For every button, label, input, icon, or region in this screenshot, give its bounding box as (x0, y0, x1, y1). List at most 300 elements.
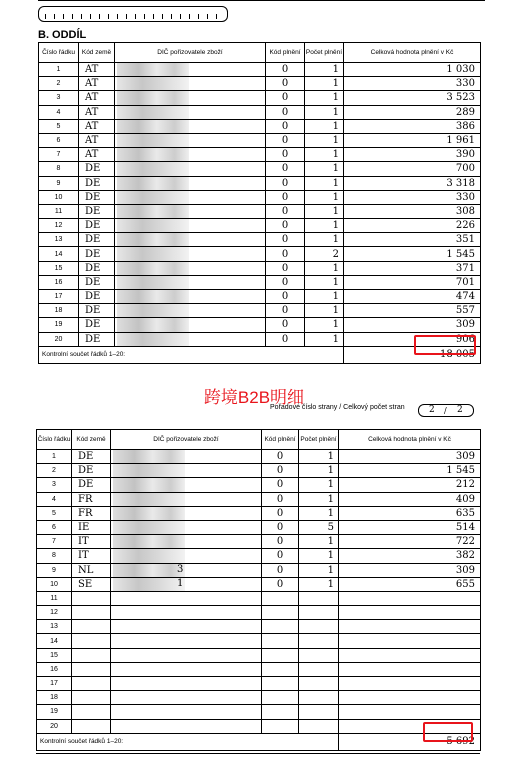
redacted-vat (117, 219, 189, 232)
header-count: Počet plnění (305, 43, 344, 63)
row-number: 19 (39, 318, 79, 332)
table-row (37, 535, 481, 549)
total-highlight-box-2 (423, 722, 473, 742)
redacted-vat (113, 507, 185, 520)
table-section-b (38, 42, 481, 364)
row-number: 8 (37, 549, 72, 563)
vat-id (115, 318, 266, 332)
country-code (72, 691, 111, 705)
transaction-code: 0 (266, 63, 305, 77)
total-value (339, 620, 481, 634)
total-value: 289 (344, 105, 481, 119)
redacted-vat (117, 276, 189, 289)
page-info-label: Pořadové číslo strany / Celkový počet stran (270, 404, 405, 411)
country-code: DE (72, 478, 111, 492)
vat-id (115, 261, 266, 275)
total-value: 655 (339, 577, 481, 591)
row-number: 16 (39, 275, 79, 289)
table-row (37, 520, 481, 534)
section-title: B. ODDÍL (38, 29, 87, 41)
redacted-vat (117, 247, 189, 260)
control-sum-label: Kontrolní součet řádků 1–20: (39, 346, 344, 363)
transaction-count: 1 (305, 105, 344, 119)
transaction-code: 0 (266, 290, 305, 304)
row-number: 20 (39, 332, 79, 346)
total-value (339, 634, 481, 648)
table-row (37, 648, 481, 662)
row-number: 1 (37, 450, 72, 464)
vat-id (111, 577, 262, 591)
vat-id (115, 247, 266, 261)
vat-id (111, 549, 262, 563)
transaction-count: 1 (299, 492, 339, 506)
transaction-count: 1 (305, 176, 344, 190)
transaction-code: 0 (266, 148, 305, 162)
redacted-vat (117, 120, 189, 133)
transaction-code: 0 (262, 478, 299, 492)
page-number-field (418, 404, 474, 417)
table-row (37, 662, 481, 676)
redacted-vat (117, 205, 189, 218)
transaction-count: 1 (305, 119, 344, 133)
transaction-code: 0 (266, 304, 305, 318)
country-code: NL (72, 563, 111, 577)
transaction-code: 0 (262, 577, 299, 591)
vat-id (115, 105, 266, 119)
table-row (39, 204, 481, 218)
redacted-vat (117, 106, 189, 119)
transaction-code: 0 (266, 219, 305, 233)
transaction-count: 1 (299, 506, 339, 520)
country-code: FR (72, 492, 111, 506)
total-value: 330 (344, 77, 481, 91)
transaction-count (299, 705, 339, 719)
vat-id (111, 492, 262, 506)
table-row (37, 478, 481, 492)
total-value: 635 (339, 506, 481, 520)
redacted-vat (113, 535, 185, 548)
header-row-no: Číslo řádku (39, 43, 79, 63)
country-code: DE (79, 332, 115, 346)
row-number: 11 (39, 204, 79, 218)
row-number: 1 (39, 63, 79, 77)
header-value: Celková hodnota plnění v Kč (344, 43, 481, 63)
row-number: 19 (37, 705, 72, 719)
transaction-count: 1 (305, 275, 344, 289)
transaction-count (299, 620, 339, 634)
vat-id (111, 662, 262, 676)
row-number: 8 (39, 162, 79, 176)
country-code: DE (79, 176, 115, 190)
redacted-vat (117, 91, 189, 104)
country-code (72, 620, 111, 634)
country-code (72, 606, 111, 620)
transaction-code: 0 (262, 535, 299, 549)
row-number: 15 (37, 648, 72, 662)
row-number: 14 (39, 247, 79, 261)
vat-id (111, 634, 262, 648)
table-row (39, 190, 481, 204)
transaction-code (262, 662, 299, 676)
country-code: DE (79, 162, 115, 176)
transaction-count: 1 (305, 261, 344, 275)
country-code: DE (72, 450, 111, 464)
transaction-code: 0 (262, 563, 299, 577)
vat-id (111, 464, 262, 478)
country-code: AT (79, 63, 115, 77)
transaction-count: 1 (305, 204, 344, 218)
header-code: Kód plnění (262, 430, 299, 450)
top-rule (38, 0, 485, 1)
header-count: Počet plnění (299, 430, 339, 450)
vat-id-suffix: 1 (177, 577, 184, 589)
total-value (339, 691, 481, 705)
country-code: IT (72, 549, 111, 563)
table-row (37, 606, 481, 620)
transaction-count: 1 (305, 219, 344, 233)
vat-id (115, 290, 266, 304)
country-code: AT (79, 133, 115, 147)
vat-id (115, 119, 266, 133)
header-vat: DIČ pořizovatele zboží (115, 43, 266, 63)
transaction-count: 1 (299, 478, 339, 492)
table-row (37, 450, 481, 464)
transaction-count: 1 (305, 63, 344, 77)
transaction-count: 1 (305, 290, 344, 304)
table-row (39, 91, 481, 105)
total-value: 557 (344, 304, 481, 318)
transaction-count: 1 (305, 133, 344, 147)
header-row-no: Číslo řádku (37, 430, 72, 450)
vat-id (111, 705, 262, 719)
total-value (339, 705, 481, 719)
table-row (37, 591, 481, 605)
row-number: 9 (37, 563, 72, 577)
transaction-code: 0 (266, 162, 305, 176)
total-value: 226 (344, 219, 481, 233)
transaction-code (262, 691, 299, 705)
table-row (39, 119, 481, 133)
transaction-code: 0 (262, 492, 299, 506)
redacted-vat (117, 262, 189, 275)
row-number: 13 (39, 233, 79, 247)
row-number: 10 (37, 577, 72, 591)
transaction-code: 0 (262, 450, 299, 464)
header-value: Celková hodnota plnění v Kč (339, 430, 481, 450)
vat-id (111, 719, 262, 733)
vat-id (111, 606, 262, 620)
redacted-vat (113, 464, 185, 477)
country-code (72, 648, 111, 662)
page-total: 2 (457, 405, 463, 415)
transaction-code: 0 (266, 318, 305, 332)
vat-id (111, 691, 262, 705)
country-code: AT (79, 119, 115, 133)
transaction-code (262, 620, 299, 634)
transaction-code: 0 (266, 275, 305, 289)
total-value (339, 662, 481, 676)
row-number: 18 (39, 304, 79, 318)
redacted-vat (117, 318, 189, 331)
country-code (72, 634, 111, 648)
transaction-count (299, 634, 339, 648)
transaction-count: 1 (299, 450, 339, 464)
row-number: 12 (39, 219, 79, 233)
redacted-vat (113, 549, 185, 562)
row-number: 9 (39, 176, 79, 190)
transaction-code (262, 705, 299, 719)
country-code: FR (72, 506, 111, 520)
header-country: Kód země (72, 430, 111, 450)
header-country: Kód země (79, 43, 115, 63)
country-code: SE (72, 577, 111, 591)
redacted-vat (117, 333, 189, 346)
row-number: 7 (37, 535, 72, 549)
vat-id (115, 190, 266, 204)
vat-id (111, 677, 262, 691)
transaction-count: 1 (305, 318, 344, 332)
transaction-code: 0 (262, 464, 299, 478)
control-sum-row (37, 733, 481, 750)
total-value: 474 (344, 290, 481, 304)
row-number: 17 (39, 290, 79, 304)
total-value: 409 (339, 492, 481, 506)
redacted-vat (117, 191, 189, 204)
total-value: 390 (344, 148, 481, 162)
table-row (37, 719, 481, 733)
table-row (39, 162, 481, 176)
header-vat: DIČ pořizovatele zboží (111, 430, 262, 450)
vat-id (115, 133, 266, 147)
country-code: DE (79, 318, 115, 332)
total-value (339, 606, 481, 620)
total-value: 1 545 (344, 247, 481, 261)
vat-id (111, 620, 262, 634)
table-row (37, 705, 481, 719)
row-number: 11 (37, 591, 72, 605)
table-row (37, 634, 481, 648)
transaction-code: 0 (266, 247, 305, 261)
total-value: 1 545 (339, 464, 481, 478)
redacted-vat (113, 493, 185, 506)
bottom-rule (36, 753, 480, 754)
total-value: 906 (344, 332, 481, 346)
row-number: 5 (39, 119, 79, 133)
transaction-count: 1 (305, 304, 344, 318)
vat-id (111, 450, 262, 464)
total-value: 382 (339, 549, 481, 563)
country-code: DE (79, 261, 115, 275)
table-row (37, 492, 481, 506)
page-separator: / (444, 406, 447, 415)
row-number: 5 (37, 506, 72, 520)
table-row (39, 63, 481, 77)
transaction-count: 1 (305, 233, 344, 247)
table-row (39, 275, 481, 289)
row-number: 13 (37, 620, 72, 634)
row-number: 2 (39, 77, 79, 91)
transaction-code (262, 648, 299, 662)
country-code: DE (79, 219, 115, 233)
transaction-count: 1 (305, 148, 344, 162)
transaction-count (299, 691, 339, 705)
total-value: 308 (344, 204, 481, 218)
redacted-vat (117, 290, 189, 303)
control-sum-value: 5 692 (339, 733, 481, 750)
redacted-vat (113, 578, 185, 591)
total-value: 514 (339, 520, 481, 534)
redacted-vat (117, 162, 189, 175)
vat-id (115, 233, 266, 247)
redacted-vat (113, 478, 185, 491)
transaction-count: 1 (299, 535, 339, 549)
row-number: 4 (37, 492, 72, 506)
total-value: 330 (344, 190, 481, 204)
country-code: AT (79, 91, 115, 105)
transaction-count: 5 (299, 520, 339, 534)
table-row (39, 105, 481, 119)
transaction-code: 0 (266, 91, 305, 105)
redacted-vat (113, 521, 185, 534)
transaction-code (262, 634, 299, 648)
table-row (39, 290, 481, 304)
redacted-vat (117, 77, 189, 90)
redacted-vat (117, 233, 189, 246)
country-code (72, 591, 111, 605)
table-row (37, 620, 481, 634)
transaction-code (262, 719, 299, 733)
country-code (72, 662, 111, 676)
top-field (38, 6, 228, 22)
row-number: 3 (39, 91, 79, 105)
row-number: 7 (39, 148, 79, 162)
redacted-vat (113, 564, 185, 577)
country-code: DE (79, 233, 115, 247)
control-sum-value: 18 005 (344, 346, 481, 363)
transaction-count: 1 (305, 332, 344, 346)
transaction-code (262, 606, 299, 620)
table-row (39, 133, 481, 147)
transaction-code (262, 591, 299, 605)
table-row (39, 233, 481, 247)
transaction-count (299, 719, 339, 733)
redacted-vat (117, 304, 189, 317)
total-value: 309 (339, 563, 481, 577)
country-code: DE (79, 275, 115, 289)
transaction-count: 1 (299, 563, 339, 577)
control-sum-label: Kontrolní součet řádků 1–20: (37, 733, 339, 750)
row-number: 16 (37, 662, 72, 676)
vat-id (115, 148, 266, 162)
transaction-count: 1 (299, 577, 339, 591)
table-row (37, 563, 481, 577)
transaction-count (299, 677, 339, 691)
transaction-code: 0 (266, 233, 305, 247)
row-number: 4 (39, 105, 79, 119)
total-value: 3 523 (344, 91, 481, 105)
total-value (339, 677, 481, 691)
header-code: Kód plnění (266, 43, 305, 63)
transaction-code: 0 (266, 204, 305, 218)
vat-id (115, 304, 266, 318)
row-number: 2 (37, 464, 72, 478)
vat-id (111, 648, 262, 662)
transaction-count: 2 (305, 247, 344, 261)
transaction-code: 0 (266, 119, 305, 133)
table-row (39, 77, 481, 91)
vat-id (115, 63, 266, 77)
country-code: AT (79, 105, 115, 119)
total-value: 212 (339, 478, 481, 492)
transaction-count (299, 648, 339, 662)
transaction-count: 1 (305, 91, 344, 105)
total-value: 3 318 (344, 176, 481, 190)
transaction-code: 0 (266, 77, 305, 91)
row-number: 14 (37, 634, 72, 648)
transaction-code: 0 (262, 506, 299, 520)
row-number: 10 (39, 190, 79, 204)
table-row (39, 247, 481, 261)
transaction-code: 0 (266, 133, 305, 147)
total-value: 386 (344, 119, 481, 133)
table-row (39, 304, 481, 318)
total-value: 1 961 (344, 133, 481, 147)
row-number: 17 (37, 677, 72, 691)
table-row (39, 176, 481, 190)
row-number: 6 (39, 133, 79, 147)
country-code: DE (79, 204, 115, 218)
total-value: 701 (344, 275, 481, 289)
total-value: 309 (339, 450, 481, 464)
transaction-count: 1 (305, 77, 344, 91)
total-value: 309 (344, 318, 481, 332)
table-row (37, 677, 481, 691)
country-code: DE (79, 190, 115, 204)
country-code (72, 677, 111, 691)
country-code: AT (79, 148, 115, 162)
transaction-count (299, 606, 339, 620)
row-number: 12 (37, 606, 72, 620)
transaction-code: 0 (266, 176, 305, 190)
vat-id (111, 563, 262, 577)
row-number: 3 (37, 478, 72, 492)
country-code: DE (79, 304, 115, 318)
table-row (39, 318, 481, 332)
country-code: IT (72, 535, 111, 549)
country-code: AT (79, 77, 115, 91)
vat-id (111, 520, 262, 534)
redacted-vat (117, 63, 189, 76)
vat-id-suffix: 3 (177, 563, 184, 575)
page-current: 2 (429, 405, 435, 415)
country-code: DE (79, 290, 115, 304)
row-number: 20 (37, 719, 72, 733)
redacted-vat (117, 177, 189, 190)
redacted-vat (113, 450, 185, 463)
transaction-code: 0 (266, 190, 305, 204)
transaction-count (299, 591, 339, 605)
redacted-vat (117, 134, 189, 147)
caption-cross-border-b2b: 跨境B2B明细 (203, 388, 305, 407)
table-row (39, 148, 481, 162)
vat-id (111, 478, 262, 492)
transaction-count: 1 (299, 464, 339, 478)
vat-id (115, 176, 266, 190)
row-number: 18 (37, 691, 72, 705)
transaction-code: 0 (266, 332, 305, 346)
table-row (37, 577, 481, 591)
total-value (339, 648, 481, 662)
